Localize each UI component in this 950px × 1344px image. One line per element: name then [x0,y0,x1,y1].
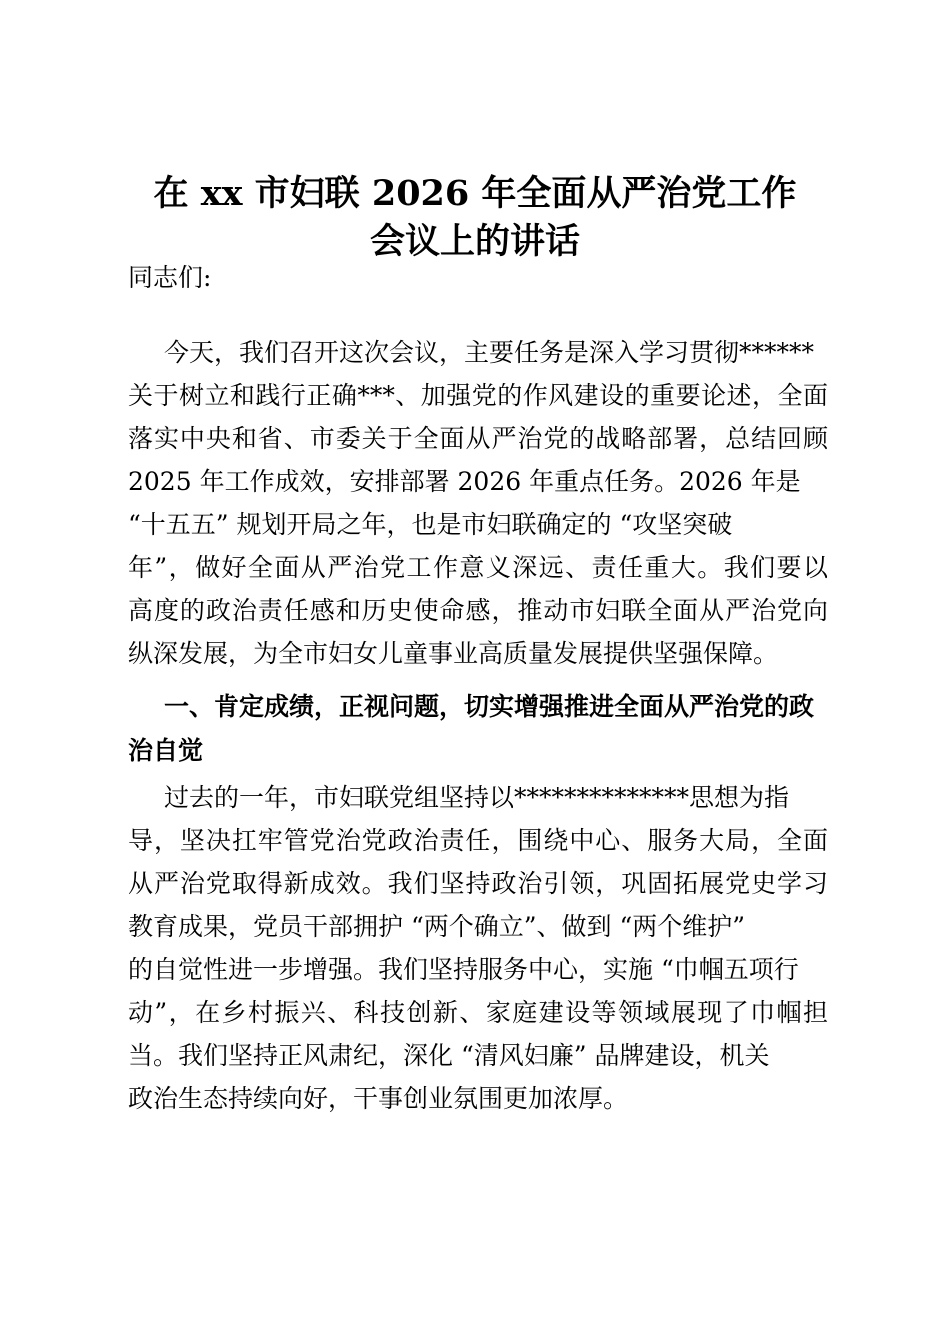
paragraph-2-line-2: 导，坚决扛牢管党治党政治责任，围绕中心、服务大局，全面 [128,826,828,855]
paragraph-1-line-2: 关于树立和践行正确***、加强党的作风建设的重要论述，全面 [128,381,828,410]
paragraph-2-line-5: 的自觉性进一步增强。我们坚持服务中心，实施 “巾帼五项行 [128,955,799,984]
paragraph-1-line-6: 年”，做好全面从严治党工作意义深远、责任重大。我们要以 [128,553,828,582]
paragraph-2-line-1: 过去的一年，市妇联党组坚持以**************思想为指 [164,783,790,812]
paragraph-2-line-3: 从严治党取得新成效。我们坚持政治引领，巩固拓展党史学习 [128,869,828,898]
paragraph-2-line-7: 当。我们坚持正风肃纪，深化 “清风妇廉” 品牌建设，机关 [128,1041,770,1070]
section-heading-1-line-2: 治自觉 [128,736,204,765]
paragraph-1-line-7: 高度的政治责任感和历史使命感，推动市妇联全面从严治党向 [128,596,828,625]
paragraph-1-line-5: “十五五” 规划开局之年，也是市妇联确定的 “攻坚突破 [128,510,733,539]
paragraph-2-line-4: 教育成果，党员干部拥护 “两个确立”、做到 “两个维护” [128,912,746,941]
paragraph-1-line-1: 今天，我们召开这次会议，主要任务是深入学习贯彻****** [164,338,815,367]
paragraph-2-line-6: 动”，在乡村振兴、科技创新、家庭建设等领域展现了巾帼担 [128,998,828,1027]
paragraph-1-line-8: 纵深发展，为全市妇女儿童事业高质量发展提供坚强保障。 [128,639,779,668]
paragraph-2-line-8: 政治生态持续向好，干事创业氛围更加浓厚。 [128,1084,629,1113]
paragraph-1-line-4: 2025 年工作成效，安排部署 2026 年重点任务。2026 年是 [128,467,801,496]
paragraph-1-line-3: 落实中央和省、市委关于全面从严治党的战略部署，总结回顾 [128,424,828,453]
document-title-line-1: 在 xx 市妇联 2026 年全面从严治党工作 [153,173,797,214]
document-title-line-2: 会议上的讲话 [369,221,580,262]
section-heading-1-line-1: 一、肯定成绩，正视问题，切实增强推进全面从严治党的政 [164,692,815,721]
salutation: 同志们: [128,263,212,292]
